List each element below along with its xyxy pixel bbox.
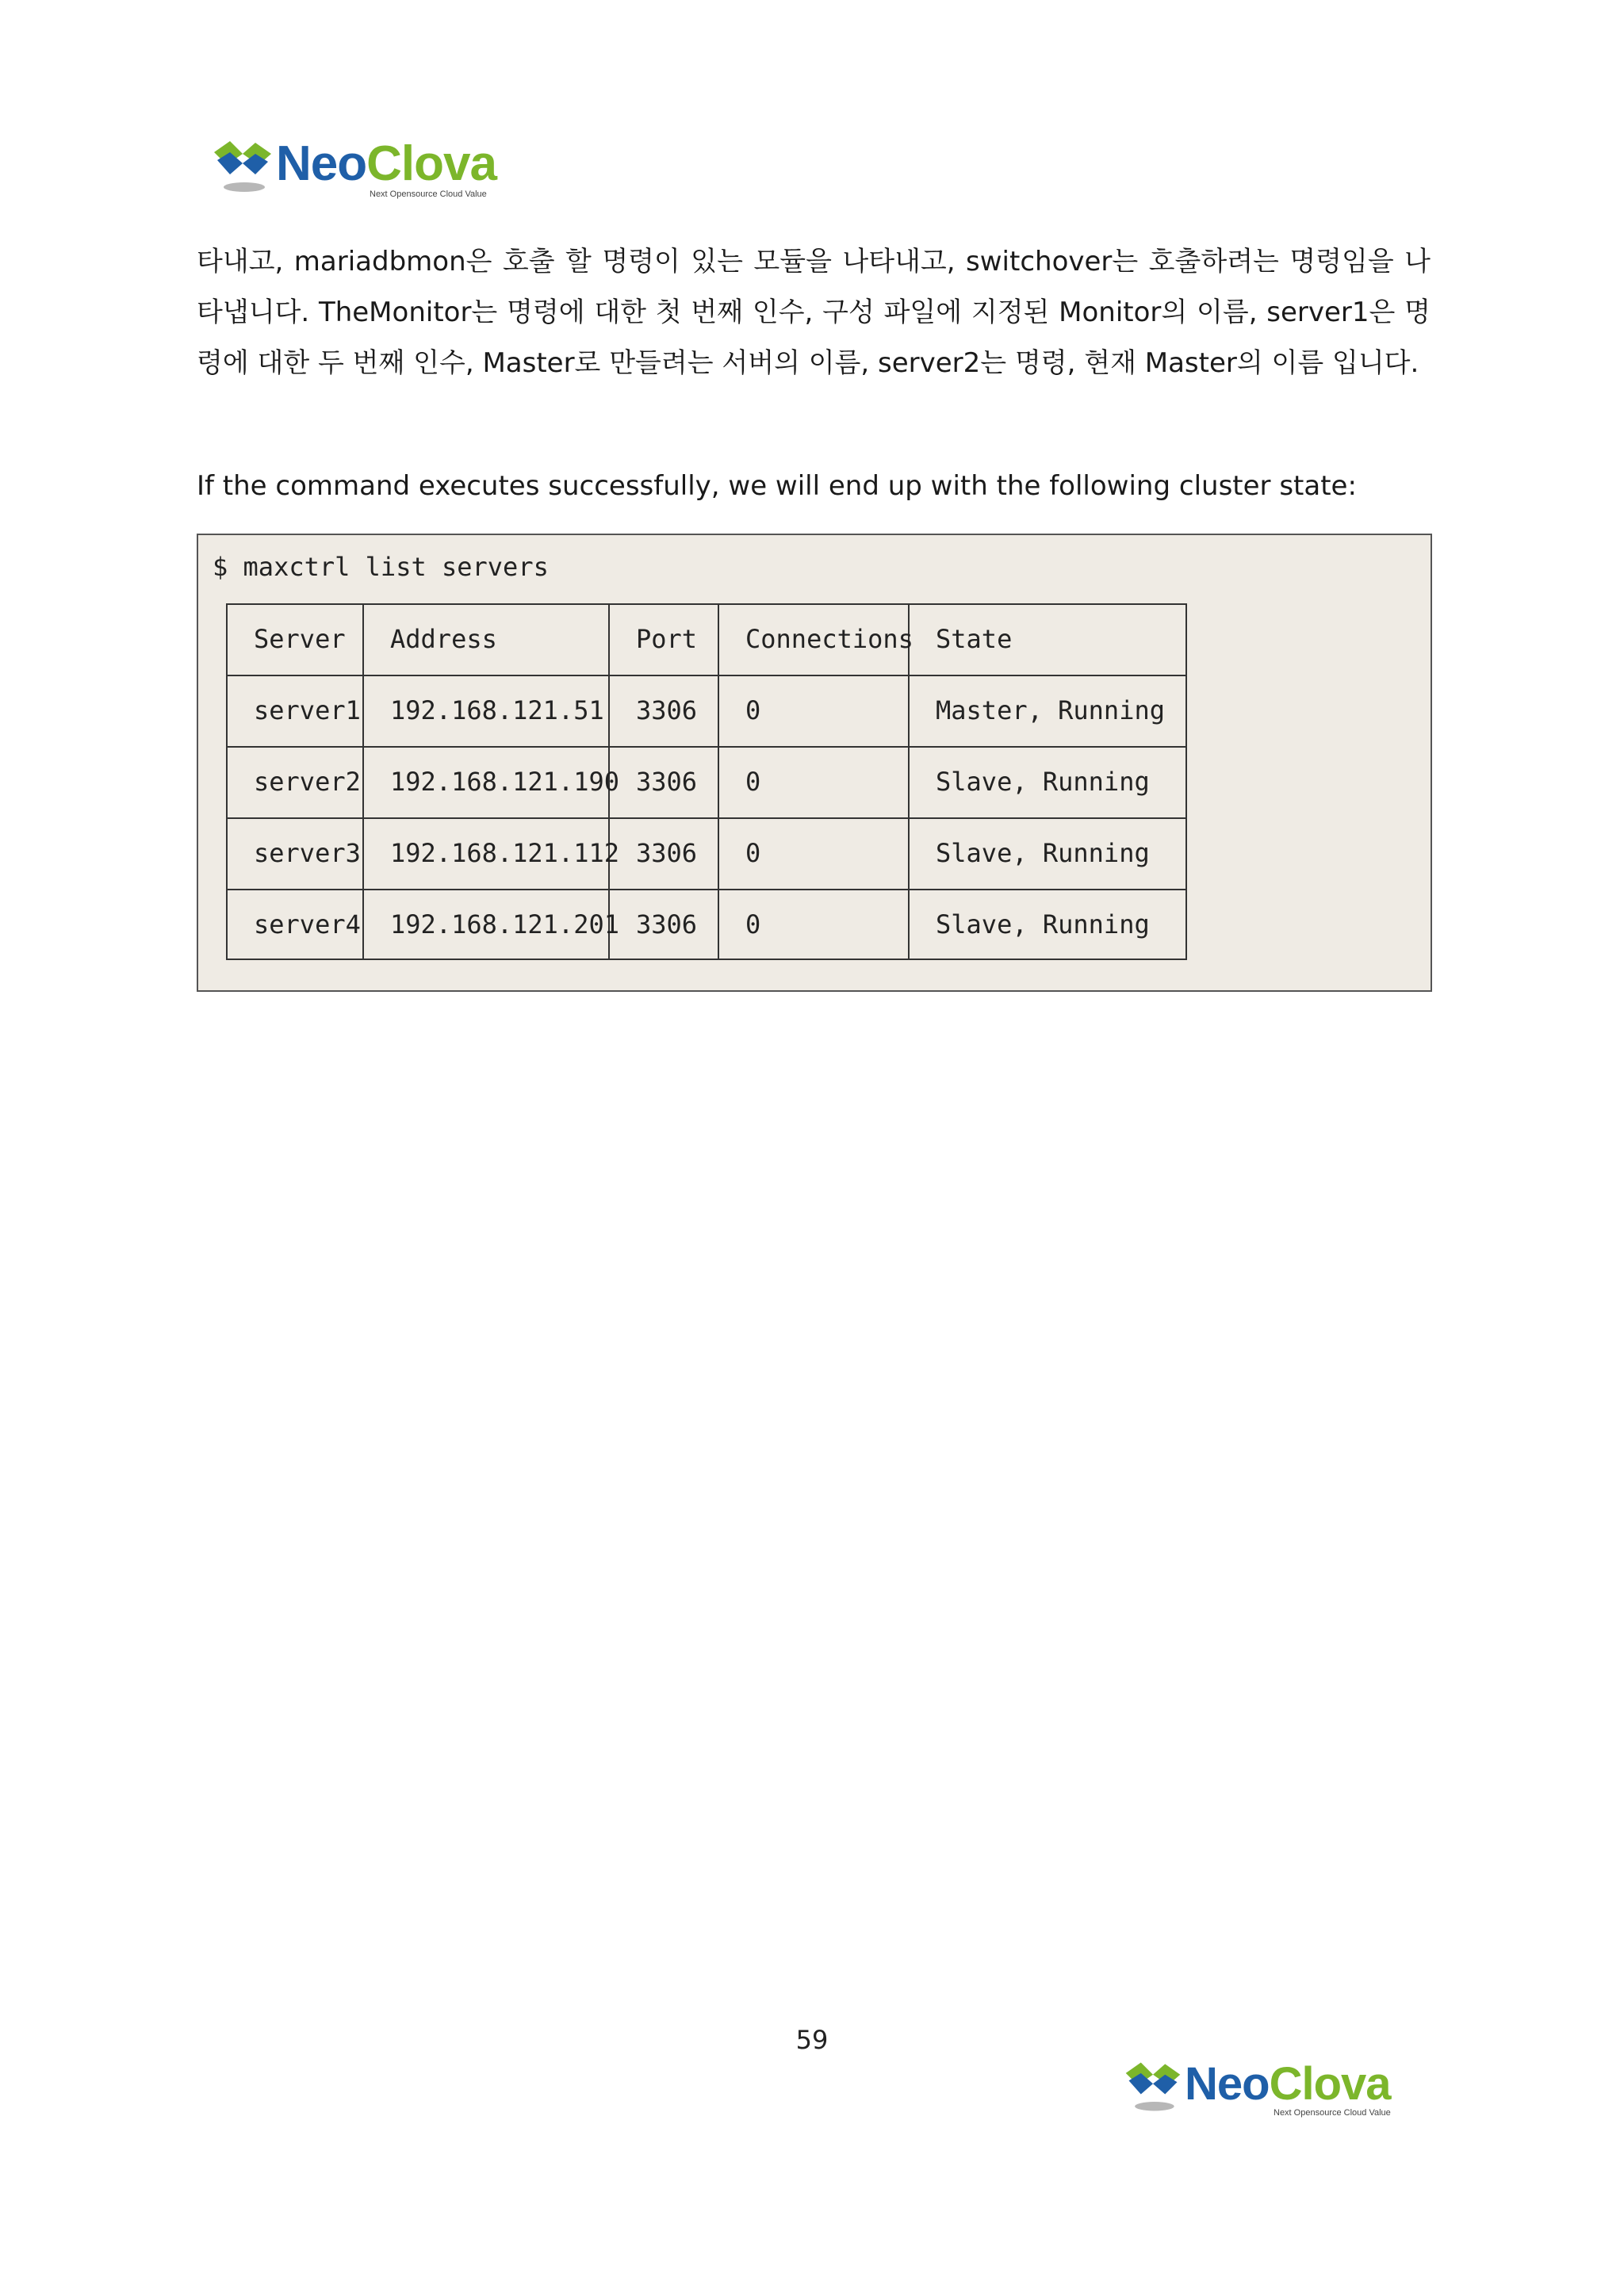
logo-wordmark: NeoClova: [1185, 2058, 1391, 2110]
logo-tagline: Next Opensource Cloud Value: [1274, 2108, 1391, 2118]
table-cell-port: 3306: [636, 838, 698, 868]
footer-logo: [1121, 2057, 1391, 2118]
table-vertical-rule: [362, 603, 364, 960]
neoclova-logo-icon: [209, 136, 276, 197]
table-cell-address: 192.168.121.51: [390, 695, 604, 725]
table-horizontal-rule: [226, 603, 1187, 605]
table-cell-connections: 0: [745, 838, 761, 868]
table-header-port: Port: [636, 624, 698, 654]
table-cell-connections: 0: [745, 695, 761, 725]
table-horizontal-rule: [226, 817, 1187, 819]
english-paragraph: If the command executes successfully, we will end up with the following cluster state:: [197, 470, 1357, 502]
logo-tagline: Next Opensource Cloud Value: [370, 189, 487, 199]
table-cell-address: 192.168.121.190: [390, 767, 619, 797]
terminal-output-box: [197, 534, 1432, 992]
table-cell-address: 192.168.121.112: [390, 838, 619, 868]
neoclova-logo-icon: [1121, 2057, 1185, 2117]
logo-wordmark: NeoClova: [276, 136, 496, 191]
page-number: 59: [795, 2025, 829, 2055]
table-cell-port: 3306: [636, 909, 698, 939]
header-logo: [209, 136, 496, 199]
table-vertical-rule: [1185, 603, 1187, 960]
table-cell-state: Master, Running: [936, 695, 1165, 725]
table-cell-server: server4: [254, 909, 361, 939]
table-header-server: Server: [254, 624, 346, 654]
table-vertical-rule: [718, 603, 719, 960]
table-cell-server: server2: [254, 767, 361, 797]
table-cell-state: Slave, Running: [936, 767, 1150, 797]
table-horizontal-rule: [226, 675, 1187, 676]
table-cell-state: Slave, Running: [936, 909, 1150, 939]
table-cell-connections: 0: [745, 909, 761, 939]
table-cell-server: server1: [254, 695, 361, 725]
table-horizontal-rule: [226, 959, 1187, 960]
table-vertical-rule: [908, 603, 910, 960]
table-header-state: State: [936, 624, 1013, 654]
table-vertical-rule: [226, 603, 228, 960]
terminal-command: $ maxctrl list servers: [213, 552, 549, 582]
table-header-connections: Connections: [745, 624, 914, 654]
table-horizontal-rule: [226, 746, 1187, 748]
table-cell-server: server3: [254, 838, 361, 868]
table-cell-address: 192.168.121.201: [390, 909, 619, 939]
table-header-address: Address: [390, 624, 497, 654]
table-cell-state: Slave, Running: [936, 838, 1150, 868]
korean-paragraph: 타내고, mariadbmon은 호출 할 명령이 있는 모듈을 나타내고, switchover는 호출하려는 명령임을 나타냅니다. TheMonitor는 명령에 대한 첫 번째 인수, 구성 파일에 지정된 Monitor의 이름, server1은 명령에 대한 두 번째 인수, Master로 만들려는 서버의 이름, server2는 명령, 현재 Master의 이름 입니다.: [197, 246, 1431, 379]
table-cell-connections: 0: [745, 767, 761, 797]
table-cell-port: 3306: [636, 767, 698, 797]
server-table: [226, 603, 1187, 960]
table-cell-port: 3306: [636, 695, 698, 725]
table-horizontal-rule: [226, 889, 1187, 890]
